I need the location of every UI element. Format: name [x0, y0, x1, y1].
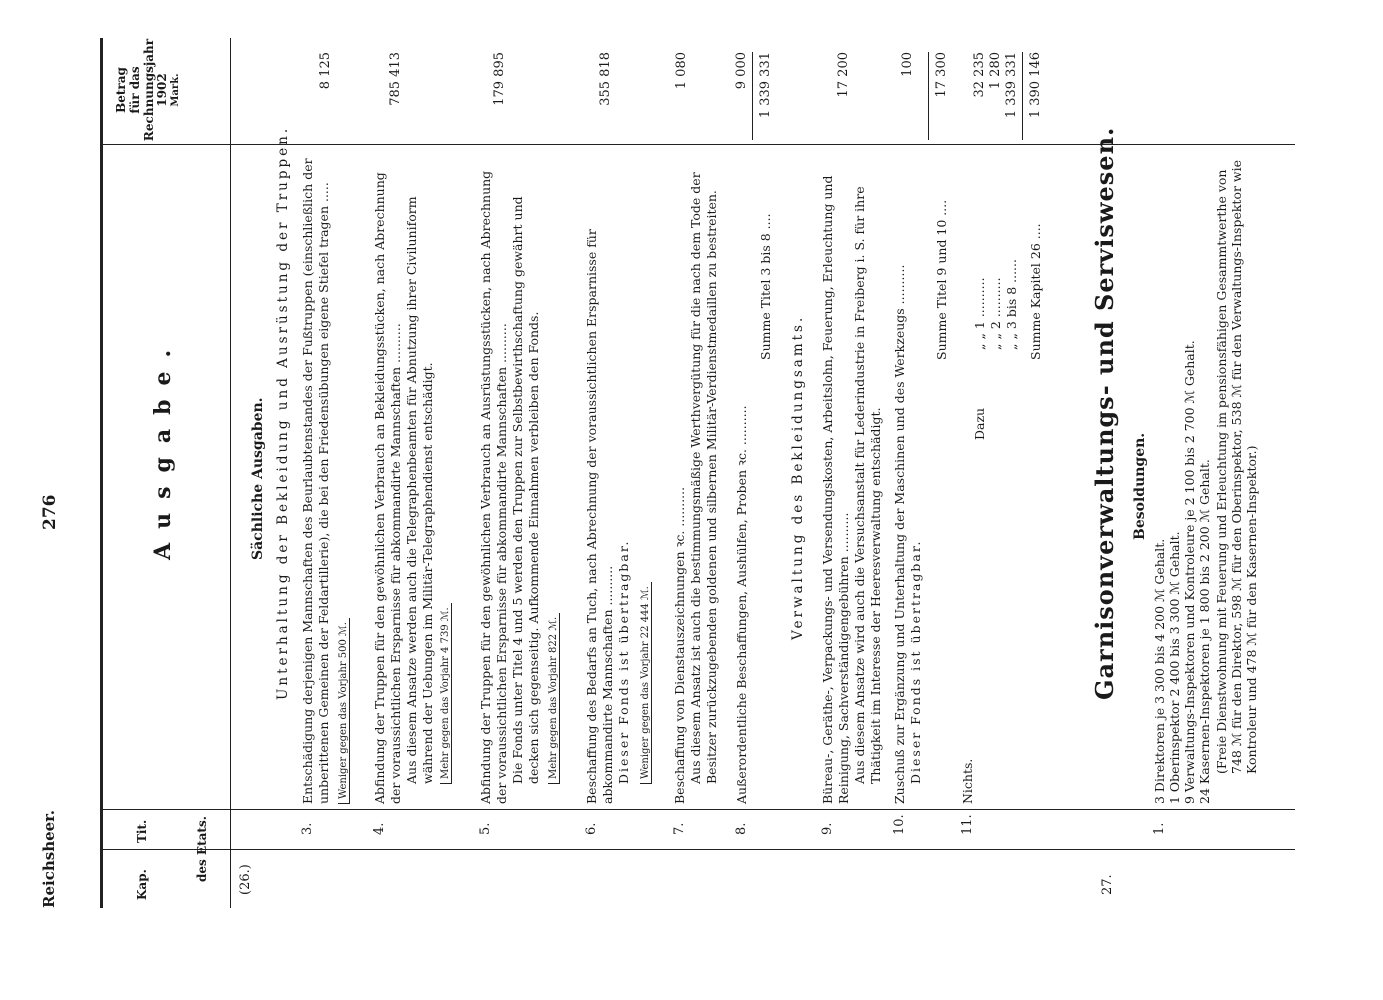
section-title: Ausgabe. — [150, 335, 176, 560]
free-housing-note: (Freie Dienstwohnung mit Feuerung und Erleuchtung im pensionsfähigen Gesammtwerthe von 748 ℳ für den Direktor, 598 ℳ für den Oberinspektor, 538 ℳ für den Verwaltungs-Inspektor wie Kontroleur und 478 ℳ für den Kasernen-Inspektor.) — [1214, 159, 1259, 774]
table-top-rule — [100, 38, 103, 908]
item-4-extra: Aus diesem Ansatze werden auch die Telegraphenbeamten für Abnutzung ihrer Civiluniform während der Uebungen im Militär-Telegraphendienst entschädigt. — [404, 196, 435, 784]
tit-5: 5. — [478, 822, 493, 835]
item-6-text: Beschaffung des Bedarfs an Tuch, nach Abrechnung der voraussichtlichen Ersparnisse für abkommandirte Mannschaften .......... — [584, 229, 615, 804]
dazu-row-3-label: „ „ 3 bis 8 ...... — [1004, 259, 1019, 350]
staff-line-3: 9 Verwaltungs-Inspektoren und Kontroleure je 2 100 bis 2 700 ℳ Gehalt. — [1182, 340, 1197, 804]
item-4-note: Mehr gegen das Vorjahr 4 739 ℳ. — [440, 603, 452, 784]
item-5-note: Mehr gegen das Vorjahr 822 ℳ. — [548, 613, 560, 784]
item-7-text: Beschaffung von Dienstauszeichnungen ꝛc. .......... — [672, 486, 687, 804]
sum-rule-kap — [1022, 52, 1023, 140]
item-10-text: Zuschuß zur Ergänzung und Unterhaltung der Maschinen und des Werkzeugs .......... — [892, 264, 907, 804]
item-6-amount: 355 818 — [598, 52, 613, 106]
tit-col-rule — [100, 809, 1295, 810]
dazu-row-2-label: „ „ 2 .......... — [988, 277, 1003, 350]
dazu-row-1-amount: 32 235 — [972, 52, 987, 98]
heading-saechliche: Sächliche Ausgaben. — [250, 397, 266, 560]
staff-line-1: 3 Direktoren je 3 300 bis 4 200 ℳ Gehalt. — [1152, 538, 1167, 804]
subheading-bekleidung: Unterhaltung der Bekleidung und Ausrüstung der Truppen. — [275, 125, 291, 700]
item-3-note: Weniger gegen das Vorjahr 500 ℳ. — [338, 618, 350, 804]
staff-line-4: 24 Kasernen-Inspektoren je 1 800 bis 2 200 ℳ Gehalt. — [1197, 459, 1212, 804]
tit-8: 8. — [734, 822, 749, 835]
item-8-amount: 9 000 — [734, 52, 749, 90]
tit-11: 11. — [960, 814, 975, 835]
item-11-text: Nichts. — [960, 758, 975, 804]
item-10-extra: Dieser Fonds ist übertragbar. — [908, 539, 923, 784]
sum-9-10-label: Summe Titel 9 und 10 .... — [934, 199, 949, 360]
tit-head: Tit. — [135, 819, 149, 843]
sum-rule-3-8 — [752, 52, 753, 140]
tit-6: 6. — [584, 822, 599, 835]
dazu-label: Dazu — [972, 407, 987, 440]
item-9-text: Büreau-, Geräthe-, Verpackungs- und Versendungskosten, Arbeitslohn, Feuerung, Erleuchtung und Reinigung, Sachverständigengebühren .......... — [820, 175, 851, 804]
betrag-head: Betrag für das Rechnungsjahr 1902 Mark. — [114, 38, 182, 142]
des-etats-head: des Etats. — [195, 816, 209, 882]
tit-27-1: 1. — [1152, 822, 1167, 835]
kap-27: 27. — [1100, 874, 1115, 895]
kap-26: (26.) — [238, 864, 253, 895]
item-5-amount: 179 895 — [492, 52, 507, 106]
sum-3-8-amount: 1 339 331 — [758, 52, 773, 119]
tit-4: 4. — [372, 822, 387, 835]
item-4-amount: 785 413 — [388, 52, 403, 106]
item-3-amount: 8 125 — [318, 52, 333, 90]
tit-7: 7. — [672, 822, 687, 835]
item-9-extra: Aus diesem Ansatze wird auch die Versuchsanstalt für Lederindustrie in Freiberg i. S. für ihre Thätigkeit im Interesse der Heeresverwaltung entschädigt. — [852, 186, 883, 784]
item-6-note: Weniger gegen das Vorjahr 22 444 ℳ. — [640, 582, 652, 784]
item-9-amount: 17 200 — [836, 52, 851, 98]
item-7-amount: 1 080 — [674, 52, 689, 90]
subheading-besoldungen: Besoldungen. — [1132, 432, 1148, 540]
dazu-row-3-amount: 1 339 331 — [1004, 52, 1019, 119]
tit-10: 10. — [892, 814, 907, 835]
item-10-amount: 100 — [900, 52, 915, 77]
sum-kap-26-amount: 1 390 146 — [1028, 52, 1043, 119]
item-3-text: Entschädigung derjenigen Mannschaften des Beurlaubtenstandes der Fußtruppen (einschließlich der unberittenen Gemeinen der Feldartillerie), die bei den Friedensübungen eigene Stiefel tragen ..... — [300, 158, 331, 804]
heading-garnison: Garnisonverwaltungs- und Serviswesen. — [1090, 126, 1119, 700]
sum-kap-26-label: Summe Kapitel 26 .... — [1028, 223, 1043, 360]
page-number: 276 — [40, 494, 60, 530]
item-5-extra: Die Fonds unter Titel 4 und 5 werden den Truppen zur Selbstbewirthschaftung gewährt und decken sich gegenseitig. Aufkommende Einnahmen verbleiben den Fonds. — [510, 196, 541, 784]
sum-rule-9-10 — [928, 52, 929, 140]
tit-3: 3. — [300, 822, 315, 835]
tit-9: 9. — [820, 822, 835, 835]
item-8-text: Außerordentliche Beschaffungen, Aushülfen, Proben ꝛc. .......... — [734, 405, 749, 804]
item-4-text: Abfindung der Truppen für den gewöhnlichen Verbrauch an Bekleidungsstücken, nach Abrechnung der voraussichtlichen Ersparnisse für abkommandirte Mannschaften .......... — [372, 172, 403, 804]
running-head: Reichsheer. — [40, 810, 58, 908]
dazu-row-2-amount: 1 280 — [988, 52, 1003, 90]
item-6-extra: Dieser Fonds ist übertragbar. — [616, 539, 631, 784]
kap-col-rule — [100, 849, 1295, 850]
kap-head: Kap. — [135, 869, 149, 900]
sum-3-8-label: Summe Titel 3 bis 8 .... — [758, 213, 773, 360]
header-bottom-rule — [230, 38, 231, 908]
item-7-extra: Aus diesem Ansatz ist auch die bestimmungsmäßige Werthvergütung für die nach dem Tode der Besitzer zurückzugebenden goldenen und silbernen Militär-Verdienstmedaillen zu bestreiten. — [688, 172, 719, 784]
item-5-text: Abfindung der Truppen für den gewöhnlichen Verbrauch an Ausrüstungsstücken, nach Abrechnung der voraussichtlichen Ersparnisse für abkommandirte Mannschaften .......... — [478, 170, 509, 804]
dazu-row-1-label: „ „ 1 .......... — [972, 277, 987, 350]
sum-9-10-amount: 17 300 — [934, 52, 949, 98]
staff-line-2: 1 Oberinspektor 2 400 bis 3 300 ℳ Gehalt. — [1167, 531, 1182, 804]
heading-verwaltung: Verwaltung des Bekleidungsamts. — [790, 314, 806, 640]
